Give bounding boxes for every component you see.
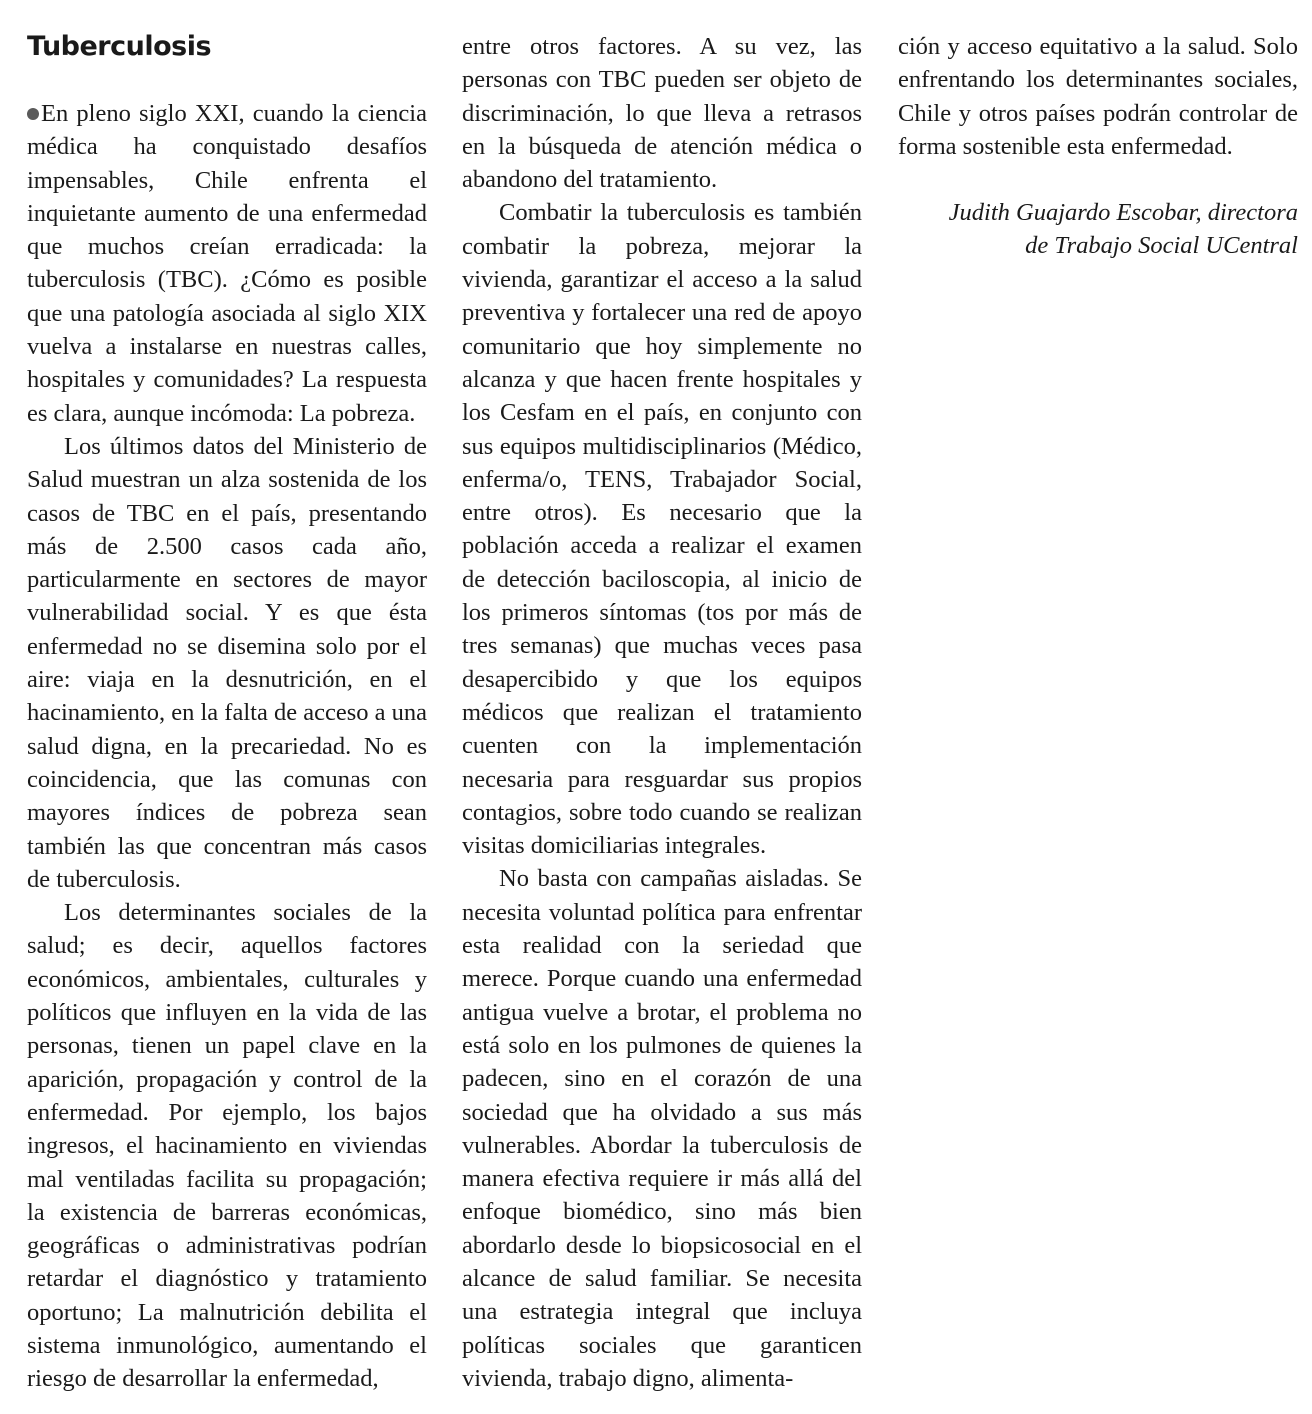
bullet-icon <box>27 108 39 120</box>
paragraph-1-text: En pleno siglo XXI, cuando la ciencia médica ha conquistado desafíos impensables, Chile enfrenta el inquietante aumento de una enfermedad que muchos creían erradicada: la tuberculosis (TBC). ¿Cómo es posible que una patología asociada al siglo XIX vuelva a instalarse en nuestras calles, hospitales y comunidades? La respuesta es clara, aunque incómoda: La pobreza. <box>27 100 427 427</box>
paragraph-1 <box>27 97 427 430</box>
paragraph-3-continued: entre otros factores. A su vez, las personas con TBC pueden ser objeto de discriminación, lo que lleva a retrasos en la búsqueda de atención médica o abandono del tratamiento. <box>462 33 862 194</box>
column-3 <box>898 30 1298 263</box>
column-1 <box>27 30 427 1396</box>
author-signature <box>898 196 1298 263</box>
column-2 <box>462 30 862 1395</box>
paragraph-4: Combatir la tuberculosis es también combatir la pobreza, mejorar la vivienda, garantizar el acceso a la salud preventiva y fortalecer una red de apoyo comunitario que hoy simplemente no alcanza y que hacen frente hospitales y los Cesfam en el país, en conjunto con sus equipos multidisciplinarios (Médico, enferma/o, TENS, Trabajador Social, entre otros). Es necesario que la población acceda a realizar el examen de detección baciloscopia, al inicio de los primeros síntomas (tos por más de tres semanas) que muchas veces pasa desapercibido y que los equipos médicos que realizan el tratamiento cuenten con la implementación necesaria para resguardar sus propios contagios, sobre todo cuando se realizan visitas domiciliarias integrales. <box>462 199 862 860</box>
paragraph-2: Los últimos datos del Ministerio de Salud muestran un alza sostenida de los casos de TBC en el país, presentando más de 2.500 casos cada año, particularmente en sectores de mayor vulnerabilidad social. Y es que ésta enfermedad no se disemina solo por el aire: viaja en la desnutrición, en el hacinamiento, en la falta de acceso a una salud digna, en la precariedad. No es coincidencia, que las comunas con mayores índices de pobreza sean también las que concentran más casos de tuberculosis. <box>27 432 427 893</box>
paragraph-3: Los determinantes sociales de la salud; es decir, aquellos factores económicos, ambientales, culturales y políticos que influyen en la vida de las personas, tienen un papel clave en la aparición, propagación y control de la enfermedad. Por ejemplo, los bajos ingresos, el hacinamiento en viviendas mal ventiladas facilita su propagación; la existencia de barreras económicas, geográficas o administrativas podrían retardar el diagnóstico y tratamiento oportuno; La malnutrición debilita el sistema inmunológico, aumentando el riesgo de desarrollar la enfermedad, <box>27 899 427 1393</box>
author-name-line: Judith Guajardo Escobar, directora <box>948 199 1298 227</box>
paragraph-5: No basta con campañas aisladas. Se necesita voluntad política para enfrentar esta realidad con la seriedad que merece. Porque cuando una enfermedad antigua vuelve a brotar, el problema no está solo en los pulmones de quienes la padecen, sino en el corazón de una sociedad que ha olvidado a sus más vulnerables. Abordar la tuberculosis de manera efectiva requiere ir más allá del enfoque biomédico, sino más bien abordarlo desde lo biopsicosocial en el alcance de salud familiar. Se necesita una estrategia integral que incluya políticas sociales que garanticen vivienda, trabajo digno, alimenta- <box>462 865 862 1392</box>
article-title: Tuberculosis <box>27 31 212 62</box>
paragraph-5-continued: ción y acceso equitativo a la salud. Solo enfrentando los determinantes sociales, Chile y otros países podrán controlar de forma sostenible esta enfermedad. <box>898 33 1298 160</box>
author-affiliation-line: de Trabajo Social UCentral <box>1025 232 1298 260</box>
